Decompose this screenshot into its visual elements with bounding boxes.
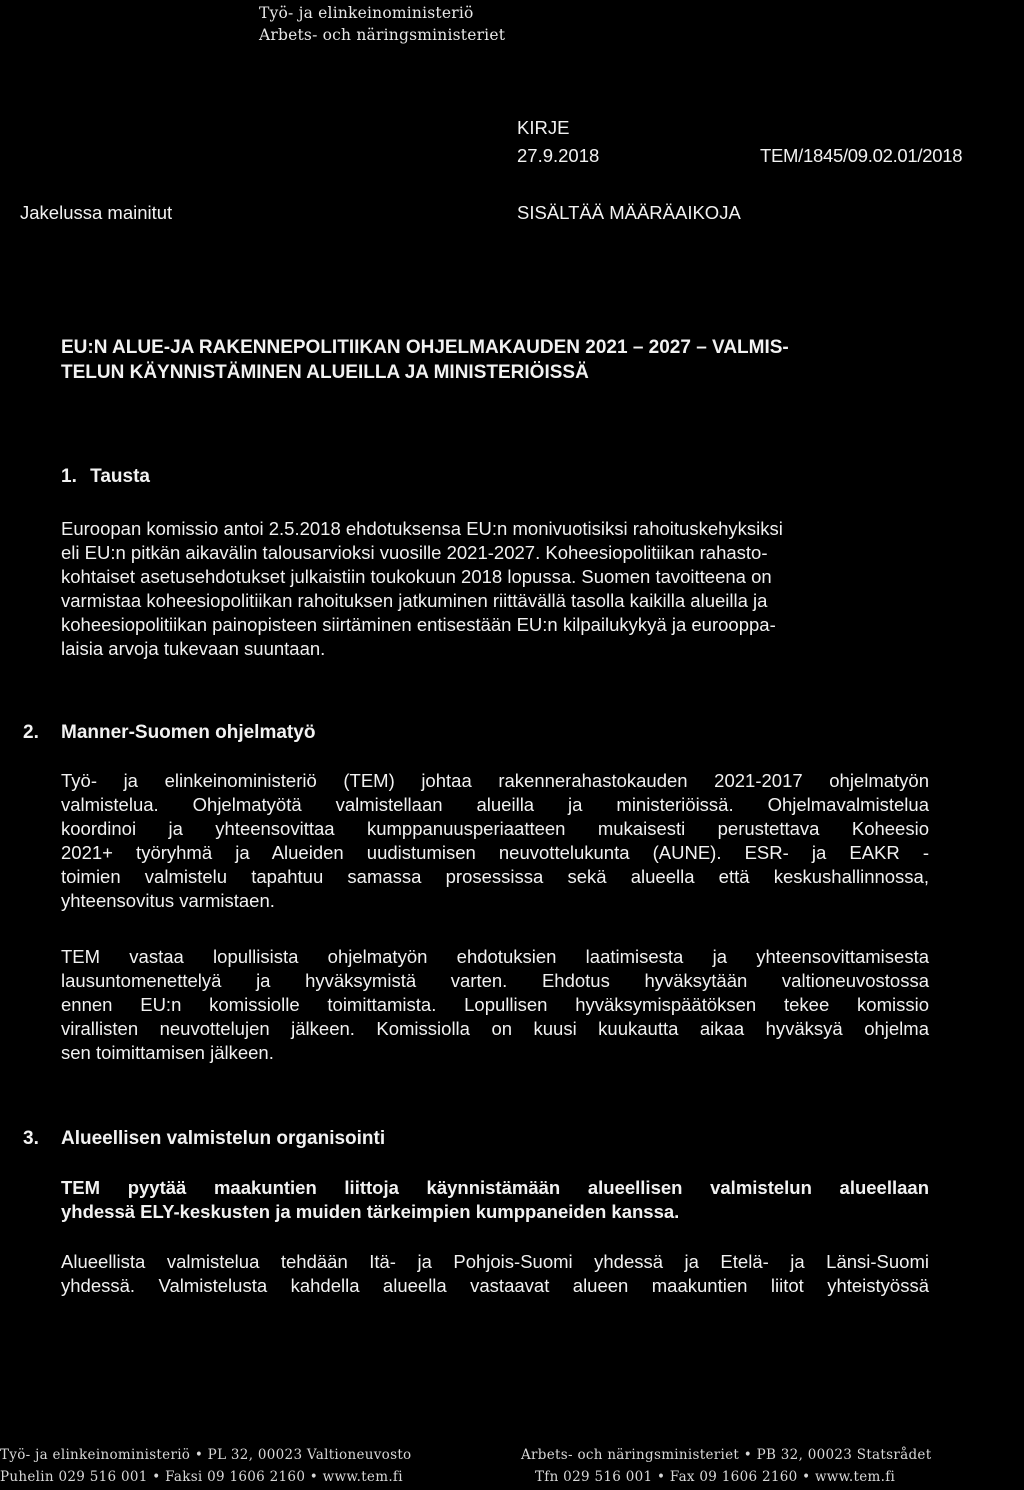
text-line: kohtaiset asetusehdotukset julkaistiin toukokuun 2018 lopussa. Suomen tavoitteena on [61, 566, 772, 587]
section-number: 2. [23, 722, 39, 743]
text-line: virallisten neuvottelujen jälkeen. Komissiolla on kuusi kuukautta aikaa hyväksyä ohjelma [61, 1018, 929, 1039]
section-title: Tausta [90, 466, 150, 487]
text-line: Työ- ja elinkeinoministeriö (TEM) johtaa rakennerahastokauden 2021-2017 ohjelmatyön [61, 770, 929, 791]
text-line: laisia arvoja tukevaan suuntaan. [61, 638, 326, 659]
text-line: varmistaa koheesiopolitiikan rahoituksen jatkuminen riittävällä tasolla kaikilla alueilla ja [61, 590, 768, 611]
text-line: sen toimittamisen jälkeen. [61, 1042, 274, 1063]
section-heading-3 [23, 1128, 386, 1150]
text-line: TEM vastaa lopullisista ohjelmatyön ehdotuksien laatimisesta ja yhteensovittamisesta [61, 946, 929, 967]
ministry-name-fi: Työ- ja elinkeinoministeriö [259, 4, 474, 22]
deadline-notice: SISÄLTÄÄ MÄÄRÄAIKOJA [517, 202, 741, 223]
footer-fi-address: Työ- ja elinkeinoministeriö • PL 32, 00023 Valtioneuvosto [0, 1447, 412, 1463]
text-line: 2021+ työryhmä ja Alueiden uudistumisen neuvottelukunta (AUNE). ESR- ja EAKR - [61, 842, 929, 863]
footer-sv-contact: Tfn 029 516 001 • Fax 09 1606 2160 • www.tem.fi [535, 1469, 896, 1485]
text-line: toimien valmistelu tapahtuu samassa prosessissa sekä alueella että keskushallinnossa, [61, 866, 929, 887]
title-line: EU:N ALUE-JA RAKENNEPOLITIIKAN OHJELMAKAUDEN 2021 – 2027 – VALMIS- [61, 337, 789, 358]
section-title: Manner-Suomen ohjelmatyö [61, 722, 316, 743]
text-line: yhdessä ELY-keskusten ja muiden tärkeimpien kumppaneiden kanssa. [61, 1201, 680, 1222]
section-number: 3. [23, 1128, 39, 1149]
text-line: eli EU:n pitkän aikavälin talousarvioksi vuosille 2021-2027. Koheesiopolitiikan rahasto- [61, 542, 768, 563]
section-heading-1 [61, 466, 150, 488]
text-line: Alueellista valmistelua tehdään Itä- ja Pohjois-Suomi yhdessä ja Etelä- ja Länsi-Suomi [61, 1251, 929, 1272]
footer-fi-contact: Puhelin 029 516 001 • Faksi 09 1606 2160 • www.tem.fi [0, 1469, 403, 1485]
text-line: TEM pyytää maakuntien liittoja käynnistämään alueellisen valmistelun alueellaan [61, 1177, 929, 1198]
text-line: yhteensovitus varmistaen. [61, 890, 275, 911]
text-line: ennen EU:n komissiolle toimittamista. Lopullisen hyväksymispäätöksen tekee komissio [61, 994, 929, 1015]
section-heading-2 [23, 722, 316, 744]
paragraph [61, 517, 929, 661]
paragraph [61, 945, 929, 1065]
recipients: Jakelussa mainitut [20, 202, 173, 223]
ministry-name-sv: Arbets- och näringsministeriet [259, 26, 506, 44]
reference-number: TEM/1845/09.02.01/2018 [760, 145, 963, 166]
footer-sv-address: Arbets- och näringsministeriet • PB 32, 00023 Statsrådet [521, 1447, 932, 1463]
text-line: valmistelua. Ohjelmatyötä valmistellaan alueilla ja ministeriöissä. Ohjelmavalmistelua [61, 794, 929, 815]
section-number: 1. [61, 466, 77, 487]
document-date: 27.9.2018 [517, 145, 600, 166]
section-title: Alueellisen valmistelun organisointi [61, 1128, 386, 1149]
title-line: TELUN KÄYNNISTÄMINEN ALUEILLA JA MINISTERIÖISSÄ [61, 362, 589, 383]
text-line: yhdessä. Valmistelusta kahdella alueella vastaavat alueen maakuntien liitot yhteistyössä [61, 1275, 929, 1296]
text-line: koheesiopolitiikan painopisteen siirtäminen entisestään EU:n kilpailukykyä ja eurooppa- [61, 614, 776, 635]
paragraph-emphasis [61, 1176, 929, 1224]
document-title [61, 335, 961, 385]
document-type: KIRJE [517, 117, 570, 138]
paragraph [61, 1250, 929, 1298]
text-line: koordinoi ja yhteensovittaa kumppanuusperiaatteen mukaisesti perustettava Koheesio [61, 818, 929, 839]
text-line: Euroopan komissio antoi 2.5.2018 ehdotuksensa EU:n monivuotisiksi rahoituskehyksiksi [61, 518, 783, 539]
text-line: lausuntomenettelyä ja hyväksymistä varten. Ehdotus hyväksytään valtioneuvostossa [61, 970, 929, 991]
paragraph [61, 769, 929, 913]
